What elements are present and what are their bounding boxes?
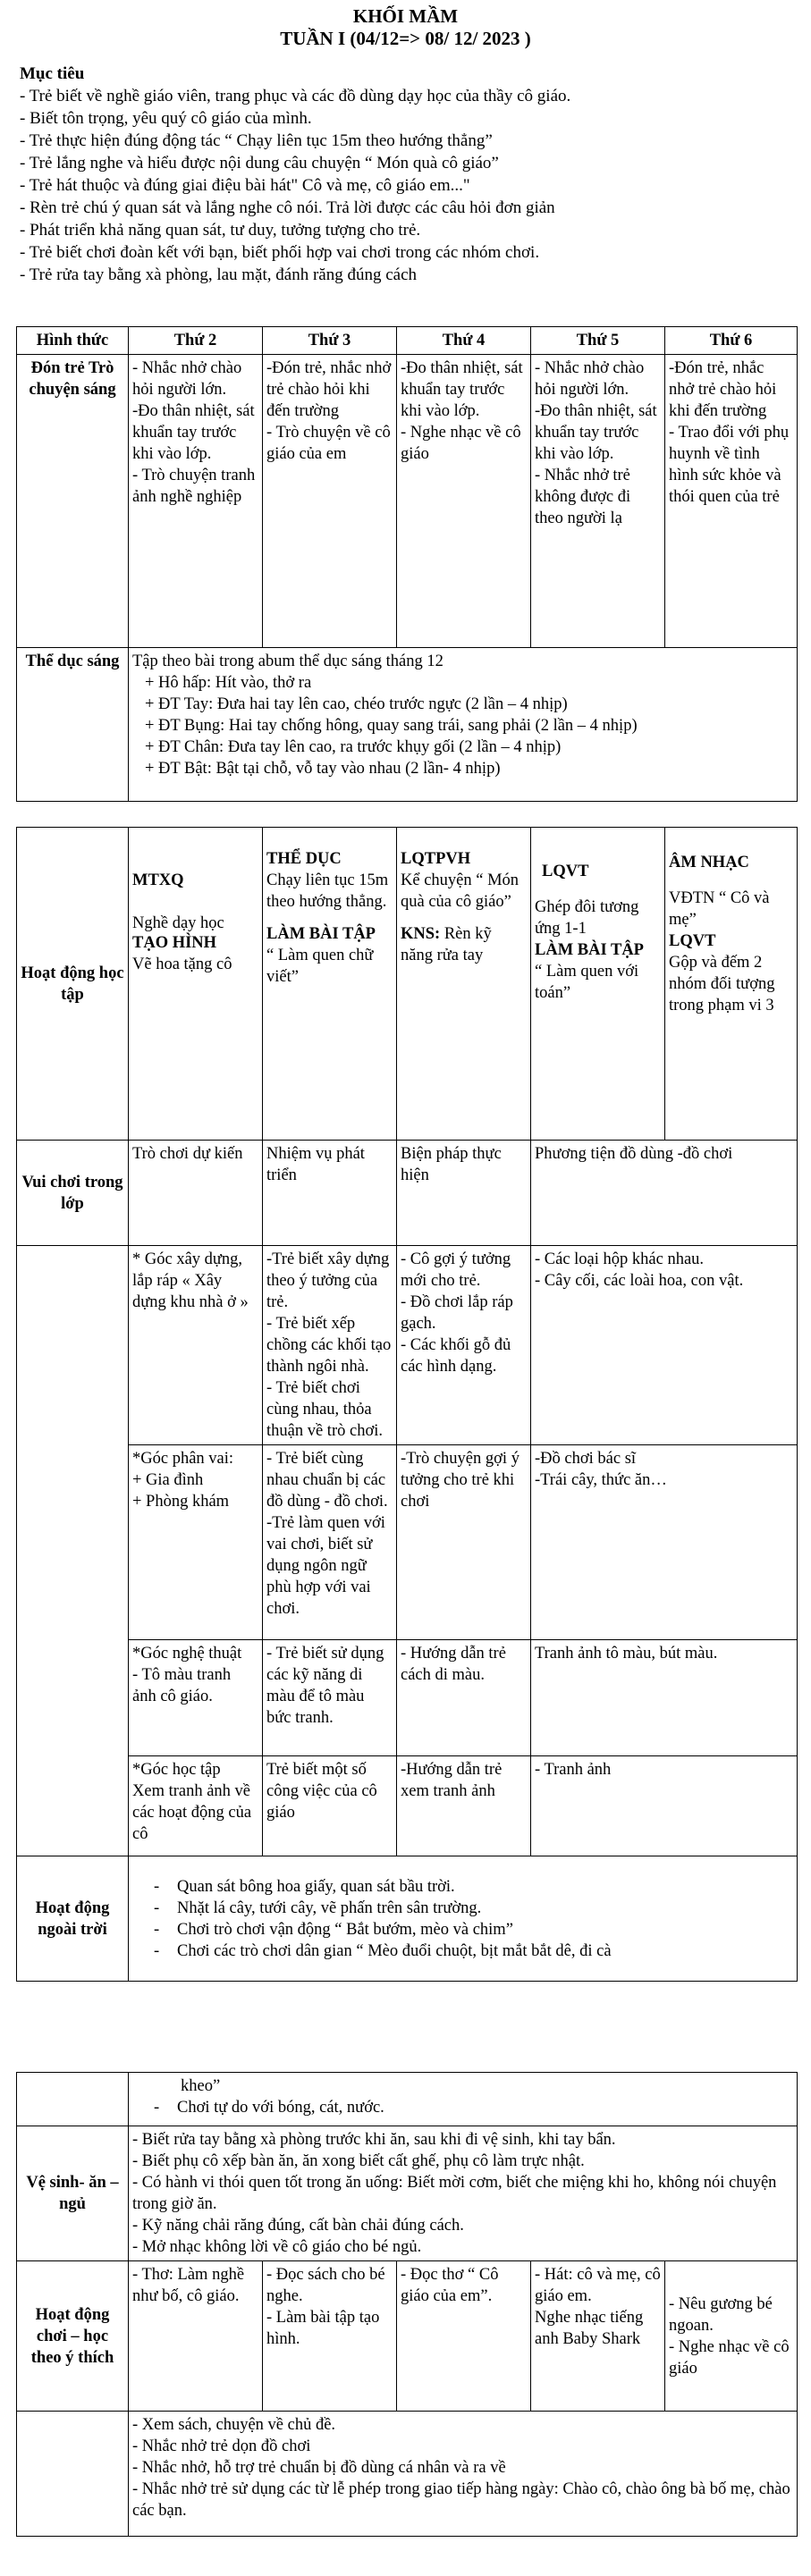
table-cell	[531, 1756, 798, 1856]
table-row	[17, 1141, 798, 1246]
exercise-item: + ĐT Tay: Đưa hai tay lên cao, chéo trước ngực (2 lần – 4 nhịp)	[145, 695, 568, 713]
outdoor-continued-list	[132, 2097, 793, 2118]
schedule-table-part-1	[16, 326, 798, 802]
exercise-item: + Hô hấp: Hít vào, thở ra	[145, 674, 312, 692]
goal-item: - Trẻ biết về nghề giáo viên, trang phục và các đồ dùng dạy học của thầy cô giáo.	[20, 87, 571, 105]
cell-line: Nghe nhạc tiếng anh Baby Shark	[535, 2309, 644, 2348]
cell-line: - Trò chuyện về cô giáo của em	[266, 424, 391, 463]
pickup-item: - Xem sách, chuyện về chủ đề.	[132, 2416, 336, 2434]
table-row	[17, 1246, 798, 1445]
exercise-list	[132, 672, 793, 779]
cell-line: - Đồ chơi lắp ráp gạch.	[401, 1293, 513, 1333]
play-col-header: Trò chơi dự kiến	[129, 1141, 263, 1246]
hygiene-cell	[129, 2126, 798, 2261]
hygiene-item: - Có hành vi thói quen tốt trong ăn uống: Biết mời cơm, biết che miệng khi ho, không nói chuyện trong giờ ăn.	[132, 2174, 777, 2213]
col-header: Thứ 4	[397, 327, 531, 355]
cell-line: - Các khối gỗ đủ các hình dạng.	[401, 1336, 511, 1376]
table-row	[17, 1856, 798, 1982]
doc-title: KHỐI MẦM	[352, 5, 459, 27]
col-header: Thứ 5	[531, 327, 665, 355]
goal-item: - Trẻ rửa tay bằng xà phòng, lau mặt, đánh răng đúng cách	[20, 265, 418, 284]
cell-line: -Đồ chơi bác sĩ	[535, 1450, 637, 1468]
exercise-item: + ĐT Chân: Đưa tay lên cao, ra trước khụy gối (2 lần – 4 nhịp)	[145, 738, 562, 756]
table-cell	[129, 1640, 263, 1756]
cell-line: Xem tranh ảnh về các hoạt động của cô	[132, 1782, 252, 1843]
goal-item: - Biết tôn trọng, yêu quý cô giáo của mình.	[20, 109, 312, 128]
row-label-empty	[17, 2073, 129, 2126]
pickup-cell	[129, 2412, 798, 2537]
goals-heading: Mục tiêu	[20, 64, 85, 83]
table-row	[17, 1640, 798, 1756]
table-cell	[129, 1246, 263, 1445]
cell-line: - Nhắc nhở trẻ không được đi theo người lạ	[535, 467, 631, 527]
cell-line: -Hướng dẫn trẻ xem tranh ảnh	[401, 1761, 503, 1800]
table-header-row	[17, 327, 798, 355]
list-item: - Chơi các trò chơi dân gian “ Mèo đuổi chuột, bịt mắt bắt dê, đi cà	[177, 1940, 793, 1962]
cell-line: - Trẻ biết xếp chồng các khối tạo thành ngôi nhà.	[266, 1315, 392, 1376]
table-cell	[263, 1246, 397, 1445]
cell-line: - Trò chuyện tranh ảnh nghề nghiệp	[132, 467, 256, 506]
table-cell	[263, 355, 397, 648]
table-cell	[397, 1756, 531, 1856]
cell-line: *Góc học tập	[132, 1761, 221, 1779]
cell-line: + Phòng khám	[132, 1493, 230, 1511]
col-header: Thứ 6	[665, 327, 798, 355]
table-row	[17, 648, 798, 802]
exercise-cell	[129, 648, 798, 802]
cell-line: - Đọc thơ “ Cô giáo của em”.	[401, 2266, 499, 2305]
cell-line: - Trẻ biết sử dụng các kỹ năng di màu để tô màu bức tranh.	[266, 1645, 384, 1727]
exercise-item: + ĐT Bật: Bật tại chỗ, vỗ tay vào nhau (2 lần- 4 nhịp)	[145, 760, 501, 778]
cell-line: *Góc nghệ thuật	[132, 1645, 242, 1663]
goal-item: - Trẻ thực hiện đúng động tác “ Chạy liên tục 15m theo hướng thẳng”	[20, 131, 493, 150]
wednesday-activity: LQTPVH Kể chuyện “ Món quà của cô giáo” KNS: Rèn kỹ năng rửa tay	[397, 828, 531, 1141]
cell-line: - Hướng dẫn trẻ cách di màu.	[401, 1645, 506, 1684]
thursday-activity: LQVT Ghép đôi tương ứng 1-1 LÀM BÀI TẬP “ Làm quen với toán”	[531, 828, 665, 1141]
table-cell	[129, 1756, 263, 1856]
row-label: Hoạt động ngoài trời	[17, 1856, 129, 1982]
cell-line: - Cô gợi ý tưởng mới cho trẻ.	[401, 1250, 511, 1290]
monday-activity: MTXQ Nghề dạy học TẠO HÌNH Vẽ hoa tặng cô	[129, 828, 263, 1141]
table-cell	[129, 1445, 263, 1640]
hygiene-item: - Biết rửa tay bằng xà phòng trước khi ăn, sau khi đi vệ sinh, khi tay bẩn.	[132, 2131, 616, 2149]
table-row	[17, 2073, 798, 2126]
table-cell	[263, 1445, 397, 1640]
table-row	[17, 2412, 798, 2537]
outdoor-cell	[129, 1856, 798, 1982]
row-label-empty	[17, 1246, 129, 1856]
cell-line: * Góc xây dựng, lắp ráp « Xây dựng khu nhà ở »	[132, 1250, 249, 1311]
row-label-empty	[17, 2412, 129, 2537]
play-col-header: Phương tiện đồ dùng -đồ chơi	[531, 1141, 798, 1246]
pickup-item: - Nhắc nhở trẻ sử dụng các từ lễ phép trong giao tiếp hàng ngày: Chào cô, chào ông bà bố mẹ, chào các bạn.	[132, 2480, 790, 2520]
cell-line: - Các loại hộp khác nhau.	[535, 1250, 705, 1268]
table-row	[17, 1756, 798, 1856]
table-row	[17, 2261, 798, 2412]
outdoor-list	[132, 1876, 793, 1962]
table-cell	[397, 2261, 531, 2412]
cell-line: - Trao đổi với phụ huynh về tình hình sức khỏe và thói quen của trẻ	[669, 424, 790, 506]
row-label: Thể dục sáng	[17, 648, 129, 802]
exercise-item: + ĐT Bụng: Hai tay chống hông, quay sang trái, sang phải (2 lần – 4 nhịp)	[145, 717, 638, 735]
cell-line: - Nghe nhạc về cô giáo	[401, 424, 521, 463]
row-label: Đón trẻ Trò chuyện sáng	[17, 355, 129, 648]
schedule-table-part-3	[16, 2072, 798, 2537]
table-row	[17, 1445, 798, 1640]
table-cell	[397, 1246, 531, 1445]
cell-line: - Tranh ảnh	[535, 1761, 612, 1779]
play-col-header: Nhiệm vụ phát triển	[263, 1141, 397, 1246]
cell-line: - Hát: cô và mẹ, cô giáo em.	[535, 2266, 661, 2305]
table-cell	[397, 1445, 531, 1640]
table-cell	[531, 1640, 798, 1756]
cell-line: - Nhắc nhở chào hỏi người lớn.	[535, 359, 645, 399]
cell-line: -Trẻ làm quen với vai chơi, biết sử dụng ngôn ngữ phù hợp với vai chơi.	[266, 1514, 385, 1618]
goal-item: - Phát triển khả năng quan sát, tư duy, tưởng tượng cho trẻ.	[20, 221, 421, 240]
table-cell	[665, 355, 798, 648]
schedule-table-part-2	[16, 827, 798, 1982]
cell-line: - Nêu gương bé ngoan.	[669, 2294, 773, 2335]
col-header: Hình thức	[17, 327, 129, 355]
cell-line: -Đón trẻ, nhắc nhở trẻ chào hỏi khi đến trường	[266, 359, 392, 420]
list-item: - Chơi trò chơi vận động “ Bắt bướm, mèo và chim”	[177, 1919, 793, 1940]
cell-line: -Đo thân nhiệt, sát khuẩn tay trước khi vào lớp.	[132, 402, 255, 463]
table-row	[17, 2126, 798, 2261]
table-cell	[129, 2261, 263, 2412]
goals-section	[20, 63, 798, 286]
cell-line: Trẻ biết một số công việc của cô giáo	[266, 1761, 377, 1822]
pickup-item: - Nhắc nhở trẻ dọn đồ chơi	[132, 2437, 311, 2455]
table-cell	[531, 1246, 798, 1445]
hygiene-item: - Kỹ năng chải răng đúng, cất bàn chải đúng cách.	[132, 2217, 464, 2235]
table-cell	[397, 355, 531, 648]
cell-line: - Tô màu tranh ảnh cô giáo.	[132, 1666, 232, 1705]
outdoor-continued-cell	[129, 2073, 798, 2126]
tuesday-activity: THỂ DỤC Chạy liên tục 15m theo hướng thẳng. LÀM BÀI TẬP “ Làm quen chữ viết”	[263, 828, 397, 1141]
pickup-item: - Nhắc nhở, hỗ trợ trẻ chuẩn bị đồ dùng cá nhân và ra về	[132, 2459, 506, 2477]
list-item: - Nhặt lá cây, tưới cây, vẽ phấn trên sân trường.	[177, 1898, 793, 1919]
table-cell	[531, 1445, 798, 1640]
table-cell	[129, 355, 263, 648]
friday-activity: ÂM NHẠC VĐTN “ Cô và mẹ” LQVT Gộp và đếm 2 nhóm đối tượng trong phạm vi 3	[665, 828, 798, 1141]
row-label: Hoạt động chơi – học theo ý thích	[17, 2261, 129, 2412]
goal-item: - Trẻ hát thuộc và đúng giai điệu bài hát" Cô và mẹ, cô giáo em..."	[20, 176, 470, 195]
cell-line: - Trẻ biết chơi cùng nhau, thỏa thuận về trò chơi.	[266, 1379, 383, 1440]
list-item: - Chơi tự do với bóng, cát, nước.	[177, 2097, 793, 2118]
cell-line: -Trái cây, thức ăn…	[535, 1471, 667, 1489]
play-col-header: Biện pháp thực hiện	[397, 1141, 531, 1246]
cell-line: -Trẻ biết xây dựng theo ý tưởng của trẻ.	[266, 1250, 390, 1311]
cell-line: - Thơ: Làm nghề như bố, cô giáo.	[132, 2266, 245, 2305]
cell-line: - Làm bài tập tạo hình.	[266, 2309, 380, 2348]
table-cell	[531, 355, 665, 648]
row-label: Vui chơi trong lớp	[17, 1141, 129, 1246]
hygiene-item: - Mở nhạc không lời về cô giáo cho bé ngủ.	[132, 2238, 422, 2256]
exercise-intro: Tập theo bài trong abum thể dục sáng tháng 12	[132, 652, 444, 670]
cell-line: -Đo thân nhiệt, sát khuẩn tay trước khi vào lớp.	[401, 359, 523, 420]
goal-item: - Rèn trẻ chú ý quan sát và lắng nghe cô nói. Trả lời được các câu hỏi đơn giản	[20, 198, 555, 217]
row-label: Vệ sinh- ăn –ngủ	[17, 2126, 129, 2261]
table-row	[17, 828, 798, 1141]
cell-line: + Gia đình	[132, 1471, 204, 1489]
cell-line: - Nhắc nhở chào hỏi người lớn.	[132, 359, 242, 399]
table-cell	[397, 1640, 531, 1756]
table-cell	[531, 2261, 665, 2412]
doc-week: TUẦN I (04/12=> 08/ 12/ 2023 )	[280, 28, 531, 49]
cell-line: - Nghe nhạc về cô giáo	[669, 2337, 790, 2378]
row-label: Hoạt động học tập	[17, 828, 129, 1141]
goal-item: - Trẻ lắng nghe và hiểu được nội dung câu chuyện “ Món quà cô giáo”	[20, 154, 499, 173]
cell-line: -Trò chuyện gợi ý tưởng cho trẻ khi chơi	[401, 1450, 520, 1511]
cell-line: - Đọc sách cho bé nghe.	[266, 2266, 385, 2305]
outdoor-continued-line: kheo”	[181, 2077, 221, 2095]
table-cell	[665, 2261, 798, 2412]
goal-item: - Trẻ biết chơi đoàn kết với bạn, biết phối hợp vai chơi trong các nhóm chơi.	[20, 243, 540, 262]
cell-line: -Đo thân nhiệt, sát khuẩn tay trước khi vào lớp.	[535, 402, 657, 463]
hygiene-item: - Biết phụ cô xếp bàn ăn, ăn xong biết cất ghế, phụ cô làm trực nhật.	[132, 2152, 585, 2170]
table-cell	[263, 1640, 397, 1756]
table-row	[17, 355, 798, 648]
cell-line: -Đón trẻ, nhắc nhở trẻ chào hỏi khi đến trường	[669, 359, 777, 420]
cell-line: *Góc phân vai:	[132, 1450, 234, 1468]
list-item: - Quan sát bông hoa giấy, quan sát bầu trời.	[177, 1876, 793, 1898]
col-header: Thứ 3	[263, 327, 397, 355]
cell-line: Tranh ảnh tô màu, bút màu.	[535, 1645, 718, 1663]
table-cell	[263, 2261, 397, 2412]
col-header: Thứ 2	[129, 327, 263, 355]
cell-line: - Trẻ biết cùng nhau chuẩn bị các đồ dùng - đồ chơi.	[266, 1450, 388, 1511]
cell-line: - Cây cối, các loài hoa, con vật.	[535, 1272, 744, 1290]
table-cell	[263, 1756, 397, 1856]
goals-list	[20, 85, 798, 286]
